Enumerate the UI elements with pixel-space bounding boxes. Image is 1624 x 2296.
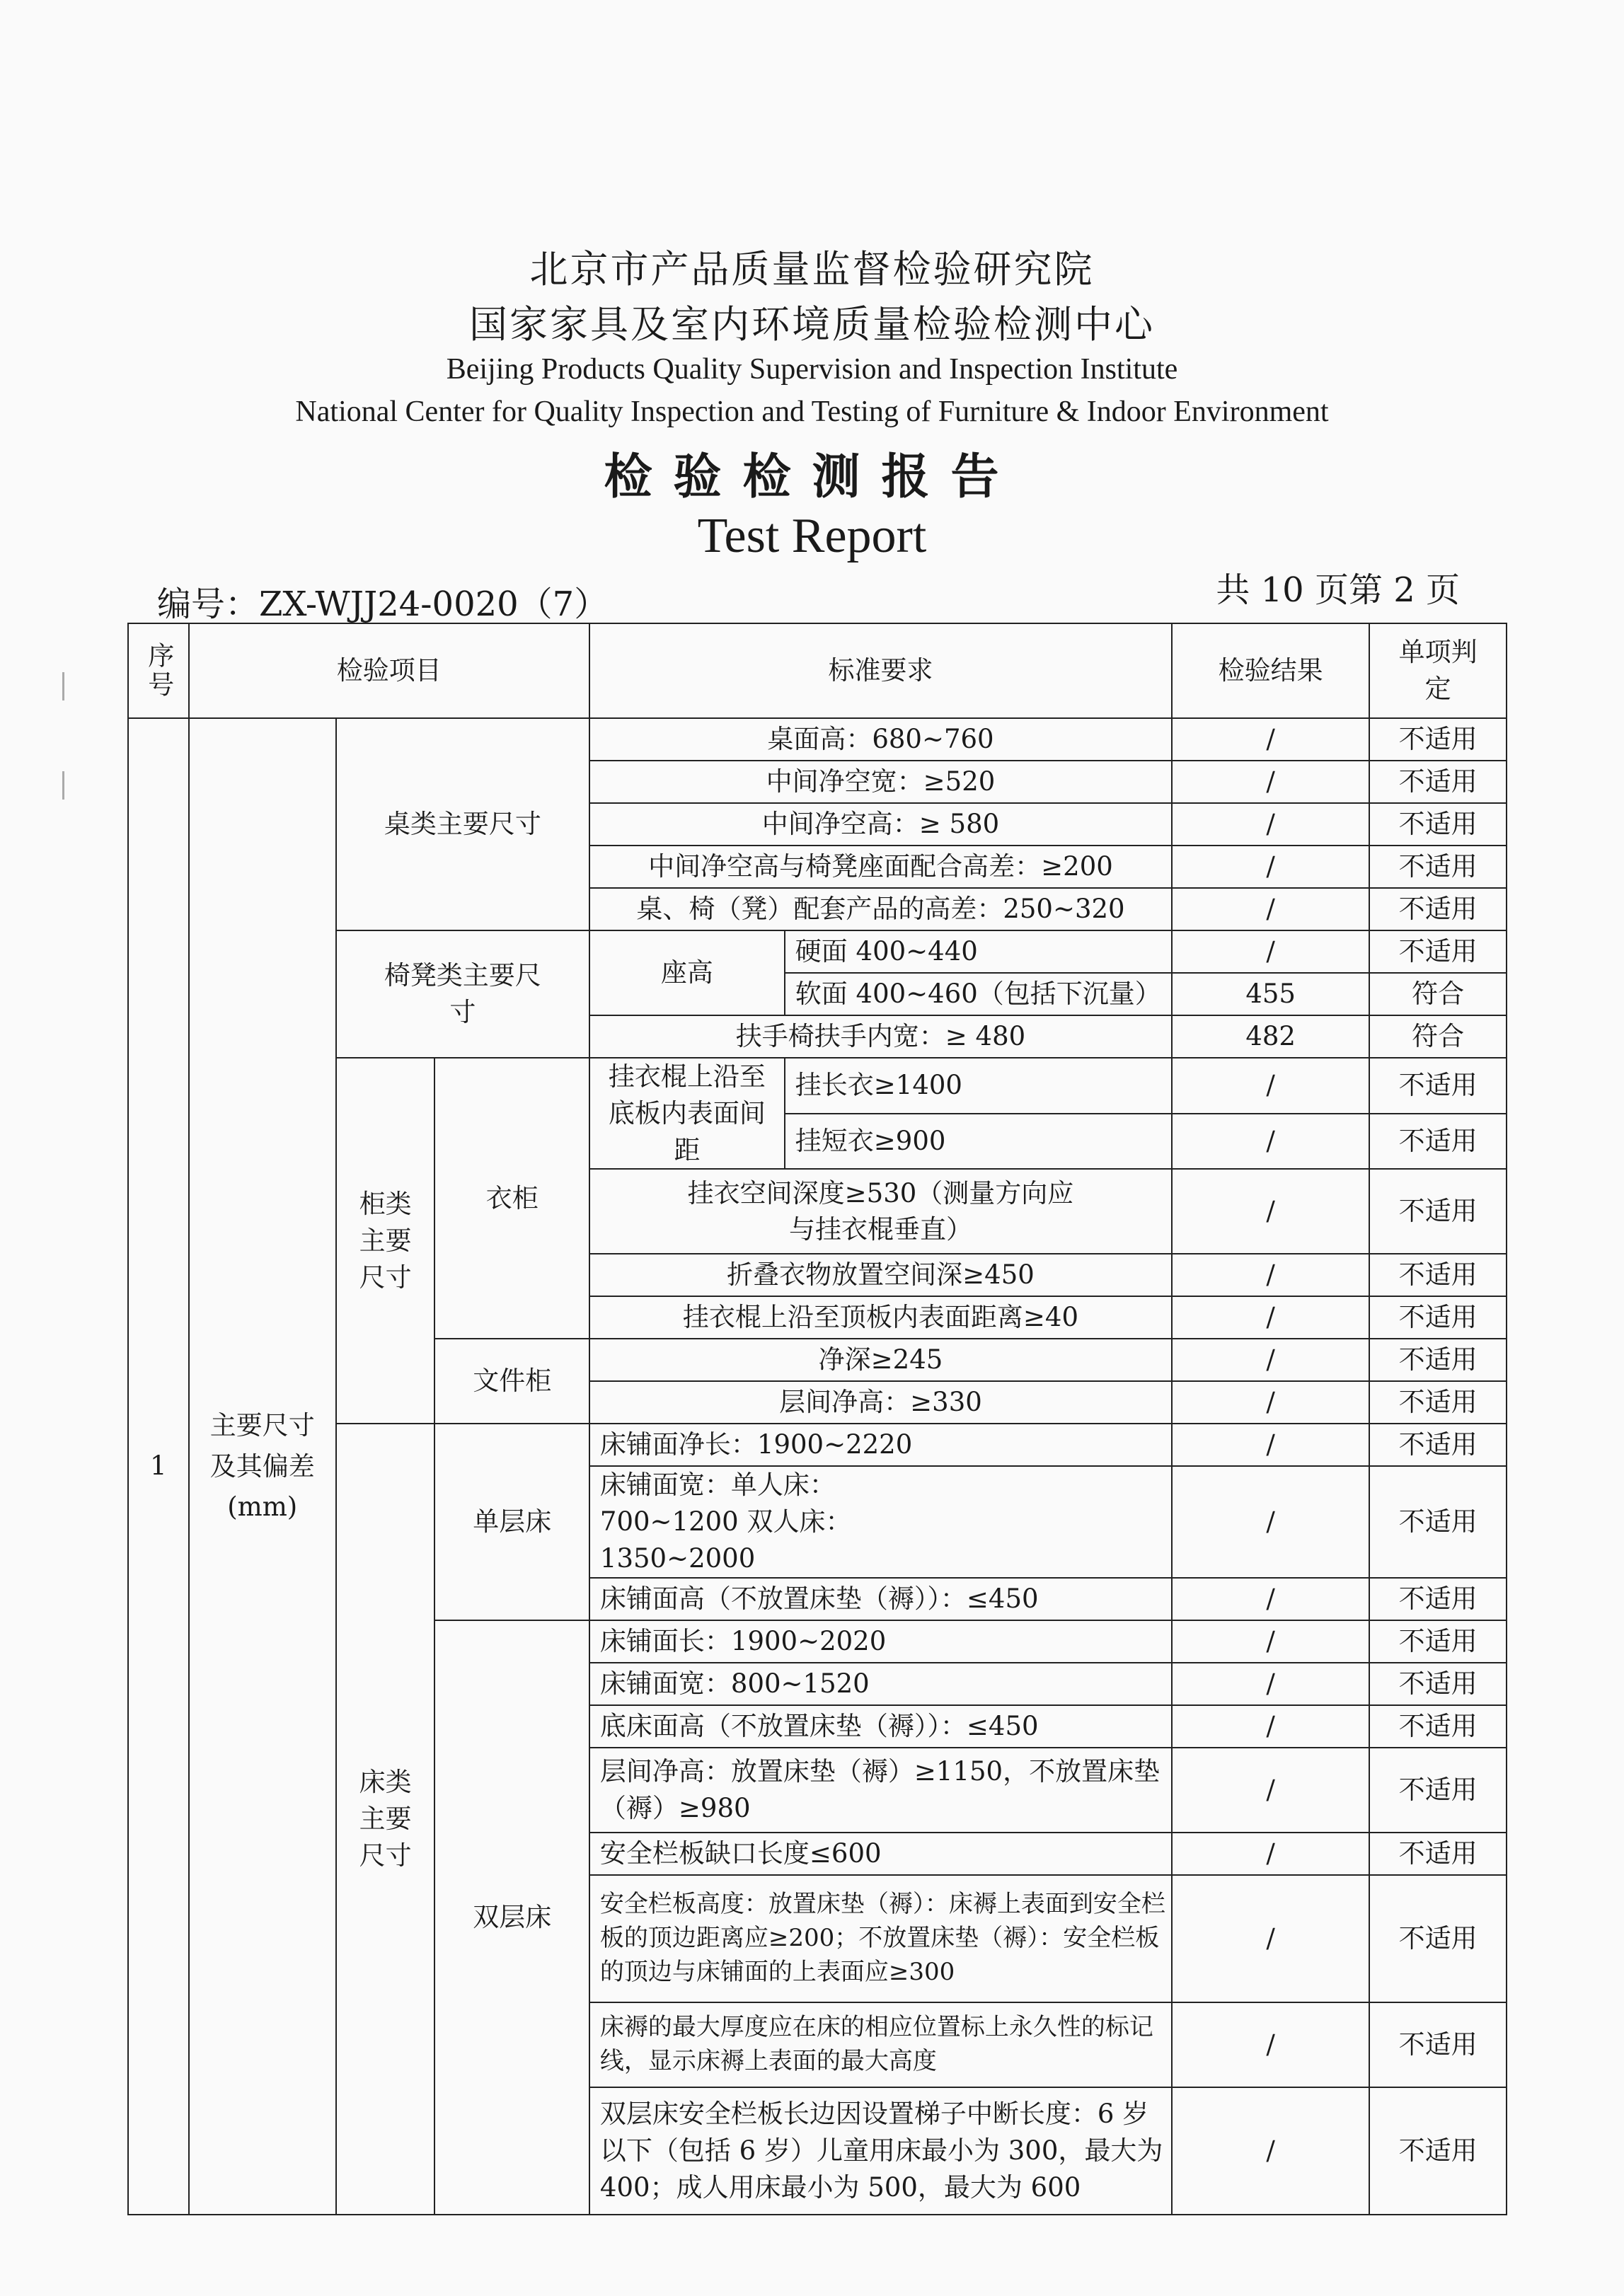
- verdict-cell: 不适用: [1369, 1578, 1507, 1620]
- requirement-cell: 层间净高：放置床垫（褥）≥1150，不放置床垫（褥）≥980: [589, 1748, 1172, 1833]
- result-cell: /: [1172, 1578, 1369, 1620]
- report-title-en: Test Report: [697, 509, 927, 563]
- header-requirement: 标准要求: [589, 623, 1172, 718]
- desk-label: 桌类主要尺寸: [336, 718, 589, 930]
- requirement-cell: 双层床安全栏板长边因设置梯子中断长度：6 岁以下（包括 6 岁）儿童用床最小为 300，最大为 400；成人用床最小为 500，最大为 600: [589, 2087, 1172, 2215]
- verdict-cell: 不适用: [1369, 1114, 1507, 1170]
- result-cell: /: [1172, 846, 1369, 888]
- header-item: 检验项目: [189, 623, 589, 718]
- requirement-cell: 桌、椅（凳）配套产品的高差：250~320: [589, 888, 1172, 930]
- scan-edge-mark: [62, 672, 77, 700]
- chair-label: 椅凳类主要尺寸: [336, 930, 589, 1058]
- seq-number: 1: [128, 718, 189, 2215]
- requirement-cell: 安全栏板高度：放置床垫（褥）：床褥上表面到安全栏板的顶边距离应≥200；不放置床垫（褥）：安全栏板的顶边与床铺面的上表面应≥300: [589, 1875, 1172, 2002]
- file-cabinet-label: 文件柜: [434, 1339, 589, 1424]
- result-cell: /: [1172, 1381, 1369, 1424]
- result-cell: /: [1172, 718, 1369, 761]
- requirement-cell: 安全栏板缺口长度≤600: [589, 1833, 1172, 1875]
- hang-rod-label: 挂衣棍上沿至底板内表面间距: [589, 1058, 785, 1169]
- result-cell: /: [1172, 888, 1369, 930]
- wardrobe-label: 衣柜: [434, 1058, 589, 1339]
- requirement-cell: 扶手椅扶手内宽：≥ 480: [589, 1015, 1172, 1058]
- result-cell: 482: [1172, 1015, 1369, 1058]
- verdict-cell: 不适用: [1369, 1254, 1507, 1296]
- verdict-cell: 不适用: [1369, 1169, 1507, 1254]
- verdict-cell: 不适用: [1369, 718, 1507, 761]
- verdict-cell: 不适用: [1369, 1705, 1507, 1748]
- cabinet-label: 柜类主要尺寸: [336, 1058, 435, 1424]
- result-cell: /: [1172, 1833, 1369, 1875]
- requirement-cell: 床铺面宽：800~1520: [589, 1663, 1172, 1705]
- verdict-cell: 不适用: [1369, 1466, 1507, 1577]
- result-cell: /: [1172, 1663, 1369, 1705]
- inspection-table: [127, 623, 1507, 2215]
- org-name-en-1: Beijing Products Quality Supervision and Inspection Institute: [446, 353, 1178, 386]
- requirement-cell: 中间净空宽：≥520: [589, 761, 1172, 803]
- bed-label: 床类主要尺寸: [336, 1424, 435, 2214]
- requirement-cell: 挂衣空间深度≥530（测量方向应与挂衣棍垂直）: [589, 1169, 1172, 1254]
- verdict-cell: 不适用: [1369, 761, 1507, 803]
- verdict-cell: 不适用: [1369, 1620, 1507, 1663]
- verdict-cell: 不适用: [1369, 1748, 1507, 1833]
- page-info: 共 10 页第 2 页: [1216, 570, 1460, 610]
- requirement-cell: 床铺面宽：单人床：700~1200 双人床：1350~2000: [589, 1466, 1172, 1577]
- requirement-cell: 床铺面高（不放置床垫（褥））：≤450: [589, 1578, 1172, 1620]
- result-cell: /: [1172, 1875, 1369, 2002]
- header-verdict: 单项判定: [1369, 623, 1507, 718]
- result-cell: /: [1172, 1169, 1369, 1254]
- result-cell: /: [1172, 1705, 1369, 1748]
- requirement-cell: 挂短衣≥900: [785, 1114, 1172, 1170]
- verdict-cell: 不适用: [1369, 2002, 1507, 2087]
- result-cell: 455: [1172, 973, 1369, 1015]
- verdict-cell: 符合: [1369, 973, 1507, 1015]
- requirement-cell: 硬面 400~440: [785, 930, 1172, 973]
- result-cell: /: [1172, 1424, 1369, 1466]
- table-row: [128, 718, 1507, 761]
- report-number: 编号：ZX-WJJ24-0020（7）: [157, 584, 609, 624]
- double-bed-label: 双层床: [434, 1620, 589, 2215]
- requirement-cell: 折叠衣物放置空间深≥450: [589, 1254, 1172, 1296]
- result-cell: /: [1172, 1748, 1369, 1833]
- verdict-cell: 符合: [1369, 1015, 1507, 1058]
- result-cell: /: [1172, 930, 1369, 973]
- result-cell: /: [1172, 803, 1369, 846]
- org-name-cn-2: 国家家具及室内环境质量检验检测中心: [469, 302, 1155, 347]
- requirement-cell: 床铺面净长：1900~2220: [589, 1424, 1172, 1466]
- verdict-cell: 不适用: [1369, 846, 1507, 888]
- requirement-cell: 底床面高（不放置床垫（褥））：≤450: [589, 1705, 1172, 1748]
- verdict-cell: 不适用: [1369, 2087, 1507, 2215]
- header-result: 检验结果: [1172, 623, 1369, 718]
- verdict-cell: 不适用: [1369, 1296, 1507, 1339]
- requirement-cell: 中间净空高与椅凳座面配合高差：≥200: [589, 846, 1172, 888]
- table-header-row: [128, 623, 1507, 718]
- requirement-cell: 中间净空高：≥ 580: [589, 803, 1172, 846]
- verdict-cell: 不适用: [1369, 1833, 1507, 1875]
- seat-height-label: 座高: [589, 930, 785, 1015]
- scan-edge-mark: [62, 771, 77, 800]
- verdict-cell: 不适用: [1369, 888, 1507, 930]
- org-name-en-2: National Center for Quality Inspection and Testing of Furniture & Indoor Environment: [295, 396, 1329, 428]
- requirement-cell: 挂衣棍上沿至顶板内表面距离≥40: [589, 1296, 1172, 1339]
- header-seq: 序号: [128, 623, 189, 718]
- requirement-cell: 挂长衣≥1400: [785, 1058, 1172, 1114]
- verdict-cell: 不适用: [1369, 1058, 1507, 1114]
- verdict-cell: 不适用: [1369, 1381, 1507, 1424]
- result-cell: /: [1172, 1114, 1369, 1170]
- result-cell: /: [1172, 1466, 1369, 1577]
- requirement-cell: 桌面高：680~760: [589, 718, 1172, 761]
- result-cell: /: [1172, 1296, 1369, 1339]
- requirement-cell: 床铺面长：1900~2020: [589, 1620, 1172, 1663]
- result-cell: /: [1172, 2002, 1369, 2087]
- verdict-cell: 不适用: [1369, 1663, 1507, 1705]
- result-cell: /: [1172, 1620, 1369, 1663]
- result-cell: /: [1172, 1058, 1369, 1114]
- verdict-cell: 不适用: [1369, 803, 1507, 846]
- category-label: 主要尺寸及其偏差(mm): [189, 718, 336, 2215]
- result-cell: /: [1172, 761, 1369, 803]
- verdict-cell: 不适用: [1369, 1875, 1507, 2002]
- verdict-cell: 不适用: [1369, 1339, 1507, 1381]
- org-name-cn-1: 北京市产品质量监督检验研究院: [529, 247, 1095, 292]
- verdict-cell: 不适用: [1369, 930, 1507, 973]
- result-cell: /: [1172, 2087, 1369, 2215]
- single-bed-label: 单层床: [434, 1424, 589, 1620]
- requirement-cell: 层间净高：≥330: [589, 1381, 1172, 1424]
- result-cell: /: [1172, 1254, 1369, 1296]
- requirement-cell: 床褥的最大厚度应在床的相应位置标上永久性的标记线，显示床褥上表面的最大高度: [589, 2002, 1172, 2087]
- result-cell: /: [1172, 1339, 1369, 1381]
- report-title-cn: 检验检测报告: [604, 449, 1020, 505]
- requirement-cell: 软面 400~460（包括下沉量）: [785, 973, 1172, 1015]
- verdict-cell: 不适用: [1369, 1424, 1507, 1466]
- requirement-cell: 净深≥245: [589, 1339, 1172, 1381]
